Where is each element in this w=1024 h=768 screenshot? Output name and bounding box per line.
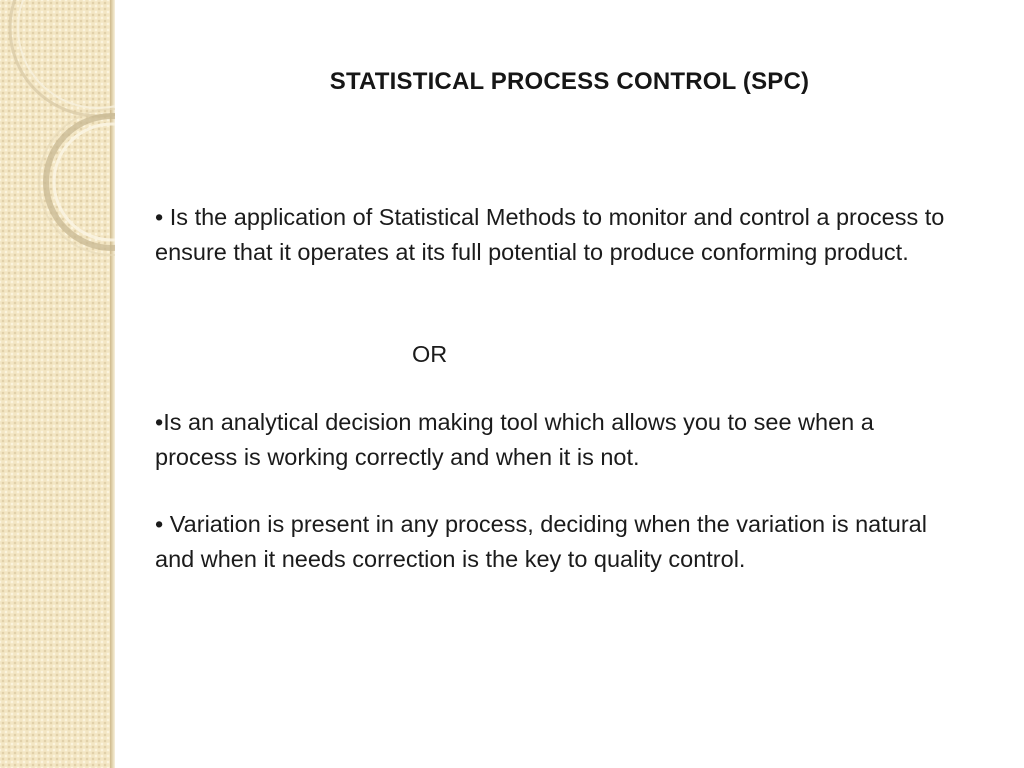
slide-title: STATISTICAL PROCESS CONTROL (SPC) [329,68,810,95]
slide-content [115,0,1024,768]
or-separator: OR [412,341,448,367]
decorative-rings [0,0,115,260]
bullet-variation: • Variation is present in any process, deciding when the variation is natural and when it needs correction is the key to quality control. [155,511,927,572]
bullet-definition-2: •Is an analytical decision making tool which allows you to see when a process is working correctly and when it is not. [155,409,874,470]
bullet-definition-1: • Is the application of Statistical Methods to monitor and control a process to ensure that it operates at its full potential to produce conforming product. [155,204,945,265]
